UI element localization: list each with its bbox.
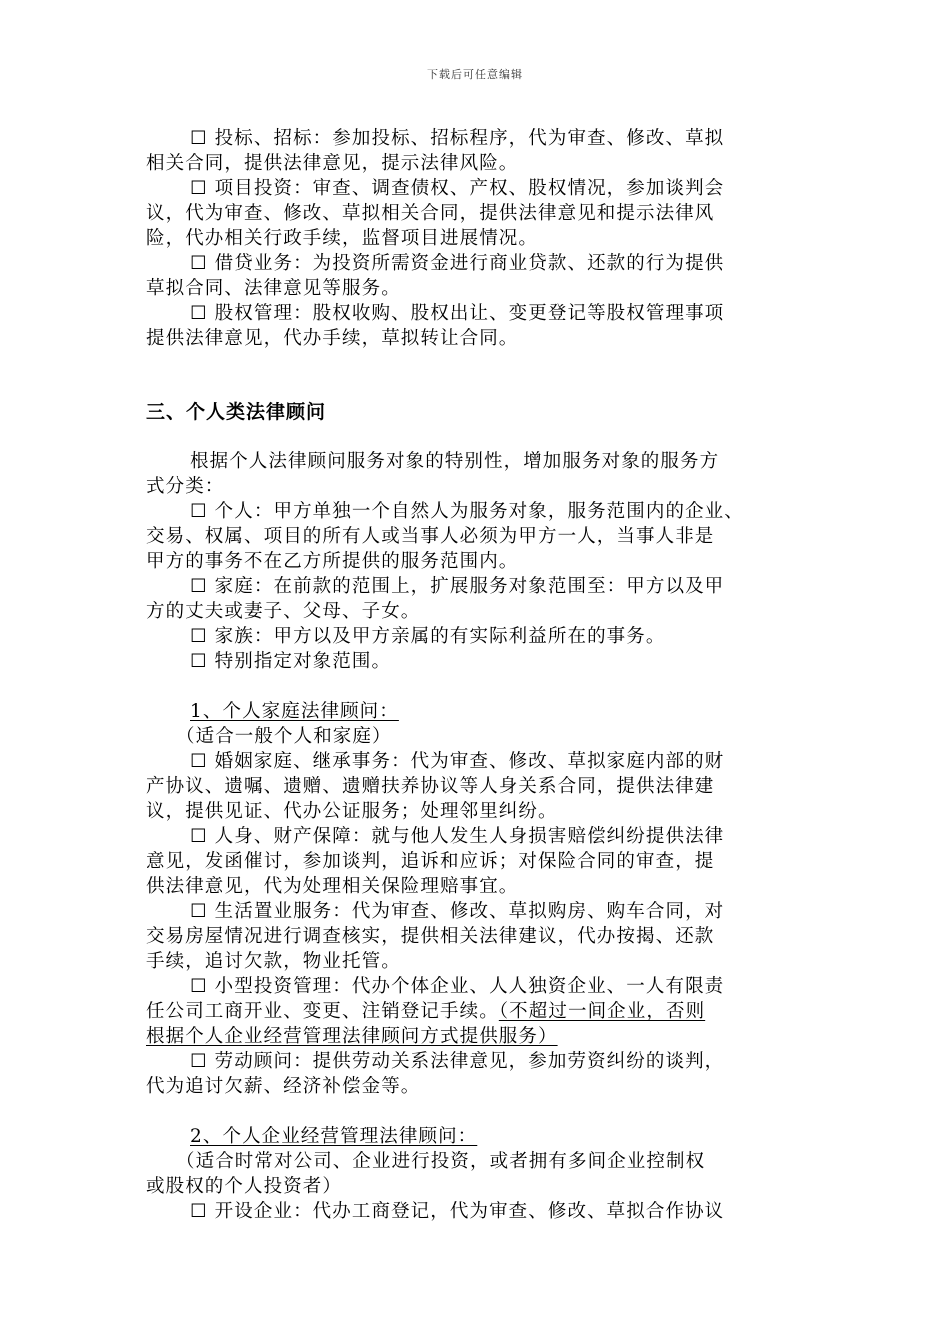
- underlined-note: （不超过一间企业，否则: [498, 1001, 706, 1022]
- subsection-title: 2、个人企业经营管理法律顾问：: [190, 1126, 478, 1147]
- paragraph-line: ☐ 开设企业：代办工商登记，代为审查、修改、草拟合作协议: [190, 1201, 725, 1222]
- paragraph-line: ☐ 特别指定对象范围。: [190, 651, 392, 672]
- paragraph-text: 任公司工商开业、变更、注销登记手续。: [146, 1001, 499, 1022]
- paragraph-line: 交易、权属、项目的所有人或当事人必须为甲方一人，当事人非是: [146, 526, 715, 547]
- paragraph-line: 供法律意见，代为处理相关保险理赔事宜。: [146, 876, 519, 897]
- paragraph-line: 草拟合同、法律意见等服务。: [146, 278, 401, 299]
- section-heading: 三、个人类法律顾问: [146, 401, 327, 423]
- paragraph-line: 根据个人法律顾问服务对象的特别性，增加服务对象的服务方: [190, 451, 720, 472]
- paragraph-line: ☐ 股权管理：股权收购、股权出让、变更登记等股权管理事项: [190, 303, 725, 324]
- subsection-note: （适合时常对公司、企业进行投资，或者拥有多间企业控制权: [176, 1151, 706, 1172]
- paragraph-line: 产协议、遗嘱、遗赠、遗赠扶养协议等人身关系合同，提供法律建: [146, 776, 715, 797]
- subsection-note: （适合一般个人和家庭）: [176, 726, 392, 747]
- paragraph-line: ☐ 借贷业务：为投资所需资金进行商业贷款、还款的行为提供: [190, 253, 725, 274]
- paragraph-line: 议，提供见证、代办公证服务；处理邻里纠纷。: [146, 801, 558, 822]
- subsection-title: 1、个人家庭法律顾问：: [190, 701, 399, 722]
- paragraph-line: 方的丈夫或妻子、父母、子女。: [146, 601, 421, 622]
- paragraph-line: ☐ 个人：甲方单独一个自然人为服务对象，服务范围内的企业、: [190, 501, 744, 522]
- paragraph-line: 交易房屋情况进行调查核实，提供相关法律建议，代办按揭、还款: [146, 926, 715, 947]
- subsection-note: 或股权的个人投资者）: [146, 1176, 343, 1197]
- paragraph-line: ☐ 项目投资：审查、调查债权、产权、股权情况，参加谈判会: [190, 178, 725, 199]
- paragraph-line: ☐ 劳动顾问：提供劳动关系法律意见，参加劳资纠纷的谈判，: [190, 1051, 725, 1072]
- underlined-note: 根据个人企业经营管理法律顾问方式提供服务）: [146, 1026, 558, 1047]
- paragraph-line: 意见，发函催讨，参加谈判，追诉和应诉；对保险合同的审查，提: [146, 851, 715, 872]
- paragraph-line: ☐ 投标、招标：参加投标、招标程序，代为审查、修改、草拟: [190, 128, 725, 149]
- paragraph-line: ☐ 小型投资管理：代办个体企业、人人独资企业、一人有限责: [190, 976, 725, 997]
- paragraph-line: 手续，追讨欠款，物业托管。: [146, 951, 401, 972]
- paragraph-line: ☐ 婚姻家庭、继承事务：代为审查、修改、草拟家庭内部的财: [190, 751, 725, 772]
- paragraph-line: 代为追讨欠薪、经济补偿金等。: [146, 1076, 421, 1097]
- paragraph-line: 相关合同，提供法律意见，提示法律风险。: [146, 153, 519, 174]
- paragraph-line: 式分类：: [146, 476, 225, 497]
- paragraph-line: [146, 1000, 705, 1024]
- paragraph-line: ☐ 人身、财产保障：就与他人发生人身损害赔偿纠纷提供法律: [190, 826, 725, 847]
- paragraph-line: 险，代办相关行政手续，监督项目进展情况。: [146, 228, 539, 249]
- paragraph-line: 议，代为审查、修改、草拟相关合同，提供法律意见和提示法律风: [146, 203, 715, 224]
- paragraph-line: 甲方的事务不在乙方所提供的服务范围内。: [146, 551, 519, 572]
- page-header-note: 下载后可任意编辑: [427, 68, 523, 81]
- paragraph-line: 提供法律意见，代办手续，草拟转让合同。: [146, 328, 519, 349]
- paragraph-line: ☐ 生活置业服务：代为审查、修改、草拟购房、购车合同，对: [190, 901, 725, 922]
- paragraph-line: ☐ 家庭：在前款的范围上，扩展服务对象范围至：甲方以及甲: [190, 576, 725, 597]
- paragraph-line: ☐ 家族：甲方以及甲方亲属的有实际利益所在的事务。: [190, 626, 666, 647]
